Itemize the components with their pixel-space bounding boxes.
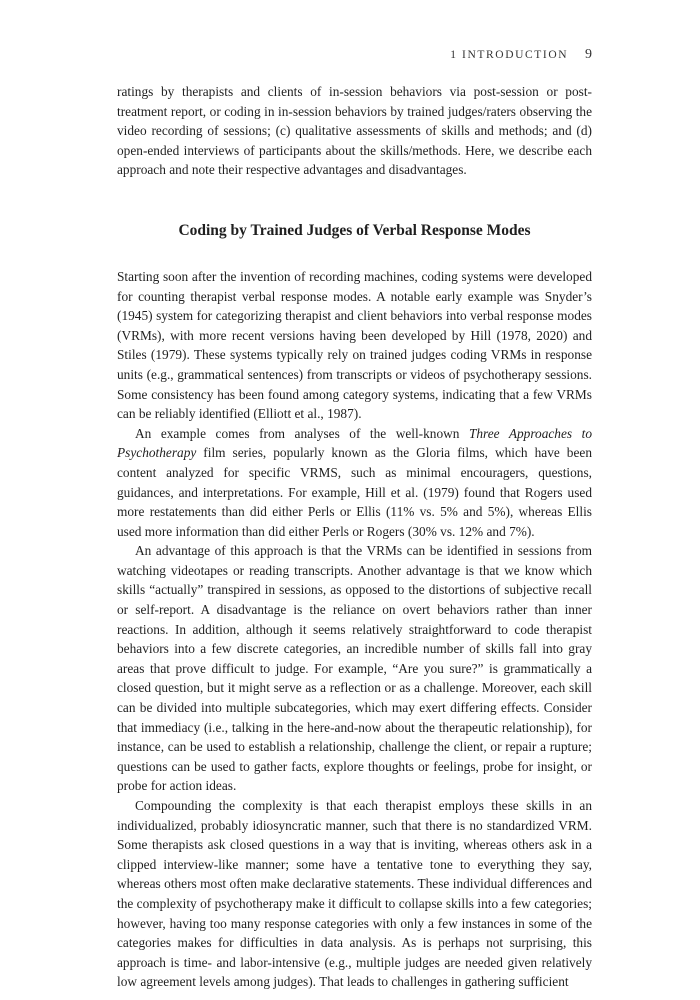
paragraph-gloria-films [117,424,592,542]
body-text [117,82,592,992]
running-head [450,46,592,63]
section-heading: Coding by Trained Judges of Verbal Response Modes [178,221,531,239]
paragraph-advantages: An advantage of this approach is that the VRMs can be identified in sessions from watching videotapes or reading transcripts. Another advantage is that we know which skills “actually” transpired in sessions, as opposed to the distortions of subjective recall or self-report. A disadvantage is the reliance on overt behaviors rather than inner reactions. In addition, although it seems relatively straightforward to code therapist behaviors into a few discrete categories, an incredible number of skills fall into gray areas that prove difficult to judge. For example, “Are you sure?” is grammatically a closed question, but it might serve as a reflection or as a challenge. Moreover, each skill can be divided into multiple subcategories, which may exert differing effects. Consider that immediacy (i.e., talking in the here-and-now about the therapeutic relationship), for instance, can be used to establish a relationship, challenge the client, or repair a rupture; questions can be used to gather facts, explore thoughts or feelings, probe for insight, or probe for action ideas. [117,543,592,794]
paragraph-recording-systems: Starting soon after the invention of recording machines, coding systems were developed for counting therapist verbal response modes. A notable early example was Snyder’s (1945) system for categorizing therapist and client behaviors into verbal response modes (VRMs), with more recent versions having been developed by Hill (1978, 2020) and Stiles (1979). These systems typically rely on trained judges coding VRMs in response units (e.g., grammatical sentences) from transcripts or videos of psychotherapy sessions. Some consistency has been found among category systems, indicating that a few VRMs can be reliably identified (Elliott et al., 1987). [117,268,592,422]
gloria-text-start: An example comes from analyses of the well-known [135,425,469,441]
chapter-title: 1 INTRODUCTION [450,49,569,61]
gloria-text-end: film series, popularly known as the Gloria films, which have been content analyzed for specific VRMS, such as minimal encouragers, questions, guidances, and interpretations. For example, Hill et al. (1979) found that Rogers used more restatements than did either Perls or Ellis (11% vs. 5% and 5%), whereas Ellis used more information than did either Perls or Rogers (30% vs. 12% and 7%). [117,445,592,539]
intro-paragraph: ratings by therapists and clients of in-session behaviors via post-session or post-treatment report, or coding in in-session behaviors by trained judges/raters observing the video recording of sessions; (c) qualitative assessments of skills and methods; and (d) open-ended interviews of participants about the skills/methods. Here, we describe each approach and note their respective advantages and disadvantages. [117,84,592,178]
paragraph-complexity: Compounding the complexity is that each therapist employs these skills in an individualized, probably idiosyncratic manner, such that there is no standardized VRM. Some therapists ask closed questions in a way that is inviting, whereas others ask in a clipped interview-like manner; some have a tentative tone to everything they say, whereas others most often make declarative statements. These individual differences and the complexity of psychotherapy make it difficult to collapse skills into a few categories; however, having too many response categories with only a few instances in some of the categories makes for difficulties in data analysis. As is perhaps not surprising, this approach is time- and labor-intensive (e.g., multiple judges are needed given relatively low agreement levels among judges). That leads to challenges in gathering sufficient [117,798,592,990]
page-number: 9 [585,47,592,62]
film-series-title: Three Approaches to Psychotherapy [117,425,592,461]
